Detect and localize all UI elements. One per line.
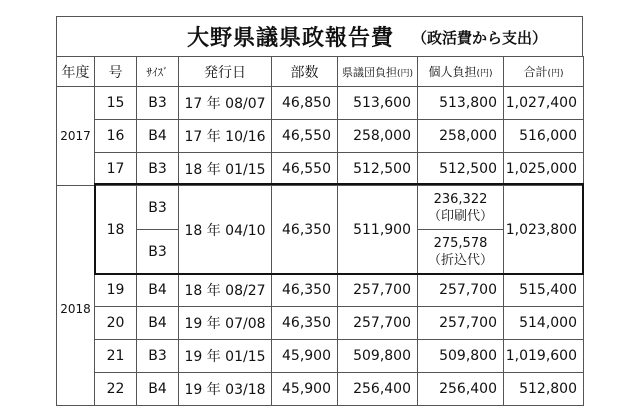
caucus-cell: 256,400 — [338, 373, 418, 406]
personal-insert-cell — [418, 230, 504, 274]
total-cell: 1,025,000 — [504, 153, 584, 186]
date-cell: 17 年 10/16 — [179, 120, 272, 153]
caucus-cell: 513,600 — [338, 87, 418, 120]
copies-cell: 45,900 — [272, 373, 338, 406]
issue-cell: 16 — [95, 120, 137, 153]
page-title: 大野県議県政報告費 — [187, 26, 395, 51]
header-issue: 号 — [95, 57, 137, 87]
size-cell: B4 — [137, 120, 179, 153]
size-cell: B3 — [137, 87, 179, 120]
issue-cell: 19 — [95, 274, 137, 307]
personal-cell: 257,700 — [418, 307, 504, 340]
issue-cell: 15 — [95, 87, 137, 120]
table-row — [57, 373, 584, 406]
date-cell: 18 年 01/15 — [179, 153, 272, 186]
caucus-cell: 257,700 — [338, 307, 418, 340]
date-cell: 19 年 01/15 — [179, 340, 272, 373]
report-table-frame — [56, 16, 583, 398]
caucus-cell: 512,500 — [338, 153, 418, 186]
table-row — [57, 307, 584, 340]
caucus-cell: 257,700 — [338, 274, 418, 307]
total-cell: 515,400 — [504, 274, 584, 307]
date-cell: 17 年 08/07 — [179, 87, 272, 120]
personal-cell: 509,800 — [418, 340, 504, 373]
date-cell: 18 年 04/10 — [179, 186, 272, 274]
total-cell: 514,000 — [504, 307, 584, 340]
issue-cell: 20 — [95, 307, 137, 340]
insert-cost-value: 275,578 — [433, 235, 488, 251]
size-cell: B3 — [137, 153, 179, 186]
size-cell: B4 — [137, 373, 179, 406]
copies-cell: 46,550 — [272, 153, 338, 186]
copies-cell: 46,350 — [272, 186, 338, 274]
page-subtitle: （政活費から支出） — [412, 29, 548, 47]
personal-cell: 258,000 — [418, 120, 504, 153]
copies-cell: 46,850 — [272, 87, 338, 120]
personal-cell: 512,500 — [418, 153, 504, 186]
size-cell: B4 — [137, 274, 179, 307]
personal-cell: 256,400 — [418, 373, 504, 406]
header-date: 発行日 — [179, 57, 272, 87]
total-cell: 512,800 — [504, 373, 584, 406]
title-row — [56, 16, 583, 57]
copies-cell: 46,550 — [272, 120, 338, 153]
total-cell: 1,023,800 — [504, 186, 584, 274]
header-personal: 個人負担(円) — [418, 57, 504, 87]
personal-printing-cell — [418, 186, 504, 230]
table-row — [57, 120, 584, 153]
table-row — [57, 153, 584, 186]
copies-cell: 46,350 — [272, 307, 338, 340]
caucus-cell: 258,000 — [338, 120, 418, 153]
caucus-cell: 509,800 — [338, 340, 418, 373]
header-size: ｻｲｽﾞ — [137, 57, 179, 87]
printing-cost-note: （印刷代） — [427, 208, 493, 224]
insert-cost-note: （折込代） — [427, 252, 493, 268]
personal-cell: 257,700 — [418, 274, 504, 307]
issue-cell: 22 — [95, 373, 137, 406]
expense-table — [56, 56, 584, 406]
header-row — [57, 57, 584, 87]
date-cell: 18 年 08/27 — [179, 274, 272, 307]
size-cell: B3 — [137, 340, 179, 373]
date-cell: 19 年 03/18 — [179, 373, 272, 406]
printing-cost-value: 236,322 — [433, 191, 488, 207]
personal-cell: 513,800 — [418, 87, 504, 120]
year-cell-2017: 2017 — [57, 87, 95, 186]
table-row — [57, 274, 584, 307]
copies-cell: 45,900 — [272, 340, 338, 373]
total-cell: 516,000 — [504, 120, 584, 153]
copies-cell: 46,350 — [272, 274, 338, 307]
header-total: 合計(円) — [504, 57, 584, 87]
header-caucus: 県議団負担(円) — [338, 57, 418, 87]
size-cell: B4 — [137, 307, 179, 340]
table-row — [57, 340, 584, 373]
total-cell: 1,019,600 — [504, 340, 584, 373]
issue-cell: 17 — [95, 153, 137, 186]
caucus-cell: 511,900 — [338, 186, 418, 274]
issue-cell: 21 — [95, 340, 137, 373]
header-year: 年度 — [57, 57, 95, 87]
issue-cell: 18 — [95, 186, 137, 274]
total-cell: 1,027,400 — [504, 87, 584, 120]
year-cell-2018: 2018 — [57, 186, 95, 406]
size-cell: B3 — [137, 230, 179, 274]
table-row-split-top — [57, 186, 584, 230]
size-cell: B3 — [137, 186, 179, 230]
table-row — [57, 87, 584, 120]
date-cell: 19 年 07/08 — [179, 307, 272, 340]
header-copies: 部数 — [272, 57, 338, 87]
